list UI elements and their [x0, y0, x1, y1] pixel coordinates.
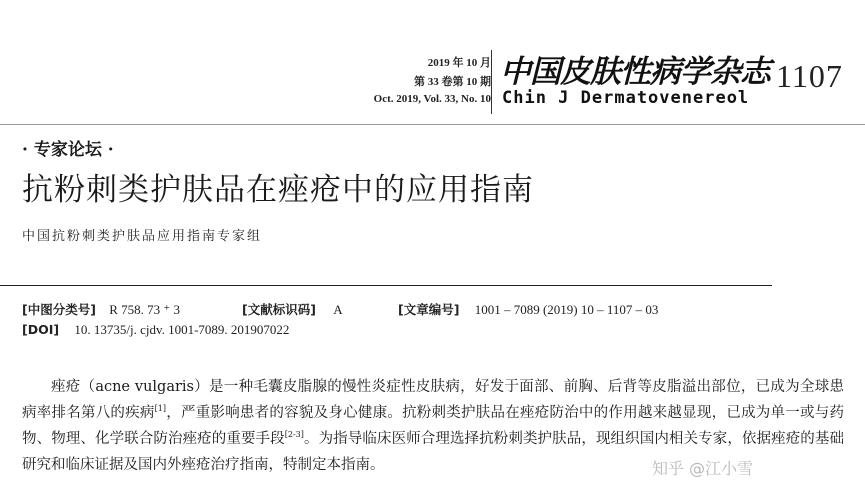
- column-tag: · 专家论坛 ·: [22, 140, 114, 160]
- volume-issue-cn: 第 33 卷第 10 期: [414, 76, 491, 88]
- reference-1: [1]: [154, 404, 166, 414]
- doi-field: [22, 322, 289, 338]
- author-group: 中国抗粉刺类护肤品应用指南专家组: [22, 229, 263, 244]
- watermark: 知乎 @江小雪: [652, 459, 754, 478]
- body-text-part-3: 。为指导临床医师合理选择抗粉刺类护肤品，现组织国内相关专家，依据痤疮的基础研究和临床证据及国内外痤疮治疗指南，特制定本指南。: [22, 431, 845, 473]
- doc-code-field: [242, 300, 343, 318]
- title-rule: [0, 285, 772, 286]
- reference-2: [2-3]: [284, 430, 304, 440]
- header-divider: [491, 50, 492, 114]
- clc-label: [中图分类号]: [22, 302, 96, 317]
- doi-value: 10. 13735/j. cjdv. 1001-7089. 201907022: [74, 322, 290, 337]
- page-number: 1107: [776, 58, 843, 94]
- body-text-part-1: 痤疮（acne vulgaris）是一种毛囊皮脂腺的慢性炎症性皮肤病，好发于面部、前胸、后背等皮脂溢出部位，已成为全球患病率排名第八的疾病: [22, 379, 844, 421]
- issue-date-cn: 2019 年 10 月: [427, 57, 491, 69]
- issue-en: Oct. 2019, Vol. 33, No. 10: [373, 93, 491, 105]
- clc-value: R 758. 73 ⁺ 3: [109, 302, 180, 317]
- journal-name-cn: 中国皮肤性病学杂志: [500, 54, 770, 90]
- clc-field: [22, 300, 180, 318]
- header-rule: [0, 124, 865, 125]
- article-no-field: [398, 300, 658, 318]
- article-no-label: [文章编号]: [398, 302, 460, 317]
- body-text-part-2: ，严重影响患者的容貌及身心健康。抗粉刺类护肤品在痤疮防治中的作用越来越显现，已成为单一或与药物、物理、化学联合防治痤疮的重要手段: [22, 405, 844, 447]
- doc-code-value: A: [333, 302, 343, 317]
- doi-label: [DOI]: [22, 322, 60, 337]
- doc-code-label: [文献标识码]: [242, 302, 316, 317]
- article-title: 抗粉刺类护肤品在痤疮中的应用指南: [22, 172, 534, 208]
- article-no-value: 1001 – 7089 (2019) 10 – 1107 – 03: [474, 302, 659, 317]
- journal-name-en: Chin J Dermatovenereol: [502, 88, 750, 108]
